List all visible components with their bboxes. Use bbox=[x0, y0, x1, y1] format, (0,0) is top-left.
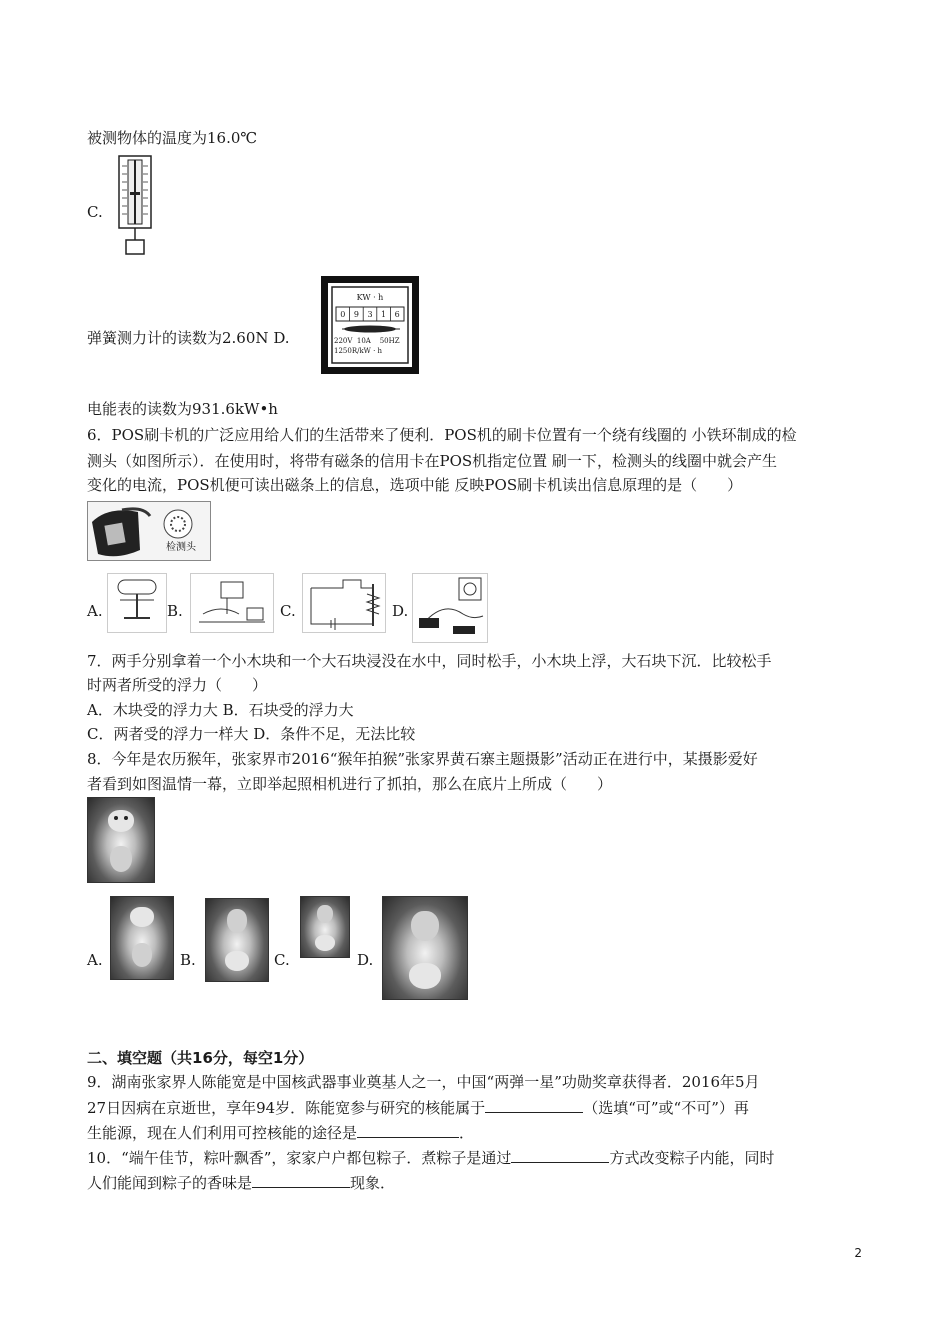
q7-stem-line-1: 7．两手分别拿着一个小木块和一个大石块浸没在水中，同时松手，小木块上浮，大石块下沉．比较松手 bbox=[87, 652, 772, 670]
meter-digit: 0 bbox=[340, 310, 346, 319]
option-a-figure bbox=[107, 573, 167, 633]
q9-line-1: 9．湖南张家界人陈能宽是中国核武器事业奠基人之一，中国“两弹一星”功勋奖章获得者．2016年5月 bbox=[87, 1073, 760, 1091]
q8-option-a-label: A. bbox=[87, 951, 103, 969]
q10-blank-1[interactable] bbox=[511, 1148, 609, 1163]
option-c-figure bbox=[302, 573, 386, 633]
energy-meter-figure bbox=[320, 275, 420, 375]
q10-line-1-part-a: 10．“端午佳节，粽叶飘香”，家家户户都包粽子．煮粽子是通过 bbox=[87, 1149, 512, 1167]
q10-line-2 bbox=[87, 1173, 395, 1193]
q6-option-a-label: A. bbox=[87, 602, 103, 620]
q5-option-d-text: 电能表的读数为931.6kW•h bbox=[87, 400, 278, 418]
meter-spec-2: 1250R/kW · h bbox=[334, 347, 383, 355]
q7-options-line-1: A．木块受的浮力大 B．石块受的浮力大 bbox=[87, 701, 354, 719]
q5-option-d-label: D. bbox=[273, 329, 290, 347]
q7-stem-line-2: 时两者所受的浮力（ ） bbox=[87, 676, 268, 694]
meter-digit: 6 bbox=[394, 310, 400, 319]
q6-stem-line-2: 测头（如图所示）．在使用时，将带有磁条的信用卡在POS机指定位置 刷一下，检测头的线圈中就会产生 bbox=[87, 452, 777, 470]
q6-option-d-label: D. bbox=[392, 602, 409, 620]
q5-option-c-label: C. bbox=[87, 203, 103, 221]
option-d-figure bbox=[412, 573, 488, 643]
q10-line-2-part-a: 人们能闻到粽子的香味是 bbox=[87, 1174, 253, 1192]
q9-line-3 bbox=[87, 1123, 474, 1143]
q8-option-b-label: B. bbox=[180, 951, 196, 969]
spring-scale-figure bbox=[114, 152, 156, 256]
q7-options-line-2: C．两者受的浮力一样大 D．条件不足，无法比较 bbox=[87, 725, 416, 743]
pos-detector-figure bbox=[87, 501, 211, 561]
q8-option-d-label: D. bbox=[357, 951, 374, 969]
option-c-image bbox=[300, 896, 350, 958]
section-2-heading: 二、填空题（共16分，每空1分） bbox=[87, 1049, 314, 1067]
q10-line-1-part-b: 方式改变粽子内能，同时 bbox=[609, 1149, 775, 1167]
q9-line-3-part-a: 生能源，现在人们利用可控核能的途径是 bbox=[87, 1124, 358, 1142]
q8-stem-line-1: 8．今年是农历猴年，张家界市2016“猴年拍猴”张家界黄石寨主题摄影”活动正在进行中，某摄影爱好 bbox=[87, 750, 758, 768]
q6-stem-line-3: 变化的电流，POS机便可读出磁条上的信息，选项中能 反映POS刷卡机读出信息原理的是（ ） bbox=[87, 476, 743, 494]
meter-digit: 3 bbox=[367, 310, 373, 319]
q9-blank-1[interactable] bbox=[485, 1098, 583, 1113]
q5-option-c-text-line bbox=[87, 328, 290, 348]
option-a-image bbox=[110, 896, 174, 980]
meter-unit-label: KW · h bbox=[356, 293, 384, 302]
q9-line-2-part-a: 27日因病在京逝世，享年94岁．陈能宽参与研究的核能属于 bbox=[87, 1099, 486, 1117]
q10-line-1 bbox=[87, 1148, 774, 1168]
q10-blank-2[interactable] bbox=[252, 1173, 350, 1188]
option-d-image bbox=[382, 896, 468, 1000]
q9-blank-2[interactable] bbox=[357, 1123, 459, 1138]
option-b-image bbox=[205, 898, 269, 982]
q10-line-2-part-b: 现象． bbox=[350, 1174, 396, 1192]
q6-stem-line-1: 6．POS刷卡机的广泛应用给人们的生活带来了便利．POS机的刷卡位置有一个绕有线圈的 小铁环制成的检 bbox=[87, 426, 797, 444]
q5-option-c-text: 弹簧测力计的读数为2.60N bbox=[87, 329, 269, 347]
q8-stem-line-2: 者看到如图温情一幕，立即举起照相机进行了抓拍，那么在底片上所成（ ） bbox=[87, 775, 613, 793]
q6-option-c-label: C. bbox=[280, 602, 296, 620]
q9-line-2 bbox=[87, 1098, 749, 1118]
q9-line-3-part-b: ． bbox=[459, 1124, 475, 1142]
page-number: 2 bbox=[854, 1246, 862, 1260]
q9-line-2-part-b: （选填“可”或“不可”）再 bbox=[583, 1099, 749, 1117]
q8-option-c-label: C. bbox=[274, 951, 290, 969]
option-b-figure bbox=[190, 573, 274, 633]
monkey-photo bbox=[87, 797, 155, 883]
q5-option-b-text: 被测物体的温度为16.0℃ bbox=[87, 129, 258, 147]
figure-caption: 检测头 bbox=[166, 542, 196, 553]
meter-spec-1: 220V 10A 50HZ bbox=[334, 337, 400, 345]
meter-digit: 1 bbox=[381, 310, 387, 319]
meter-digit: 9 bbox=[353, 310, 359, 319]
q6-option-b-label: B. bbox=[167, 602, 183, 620]
